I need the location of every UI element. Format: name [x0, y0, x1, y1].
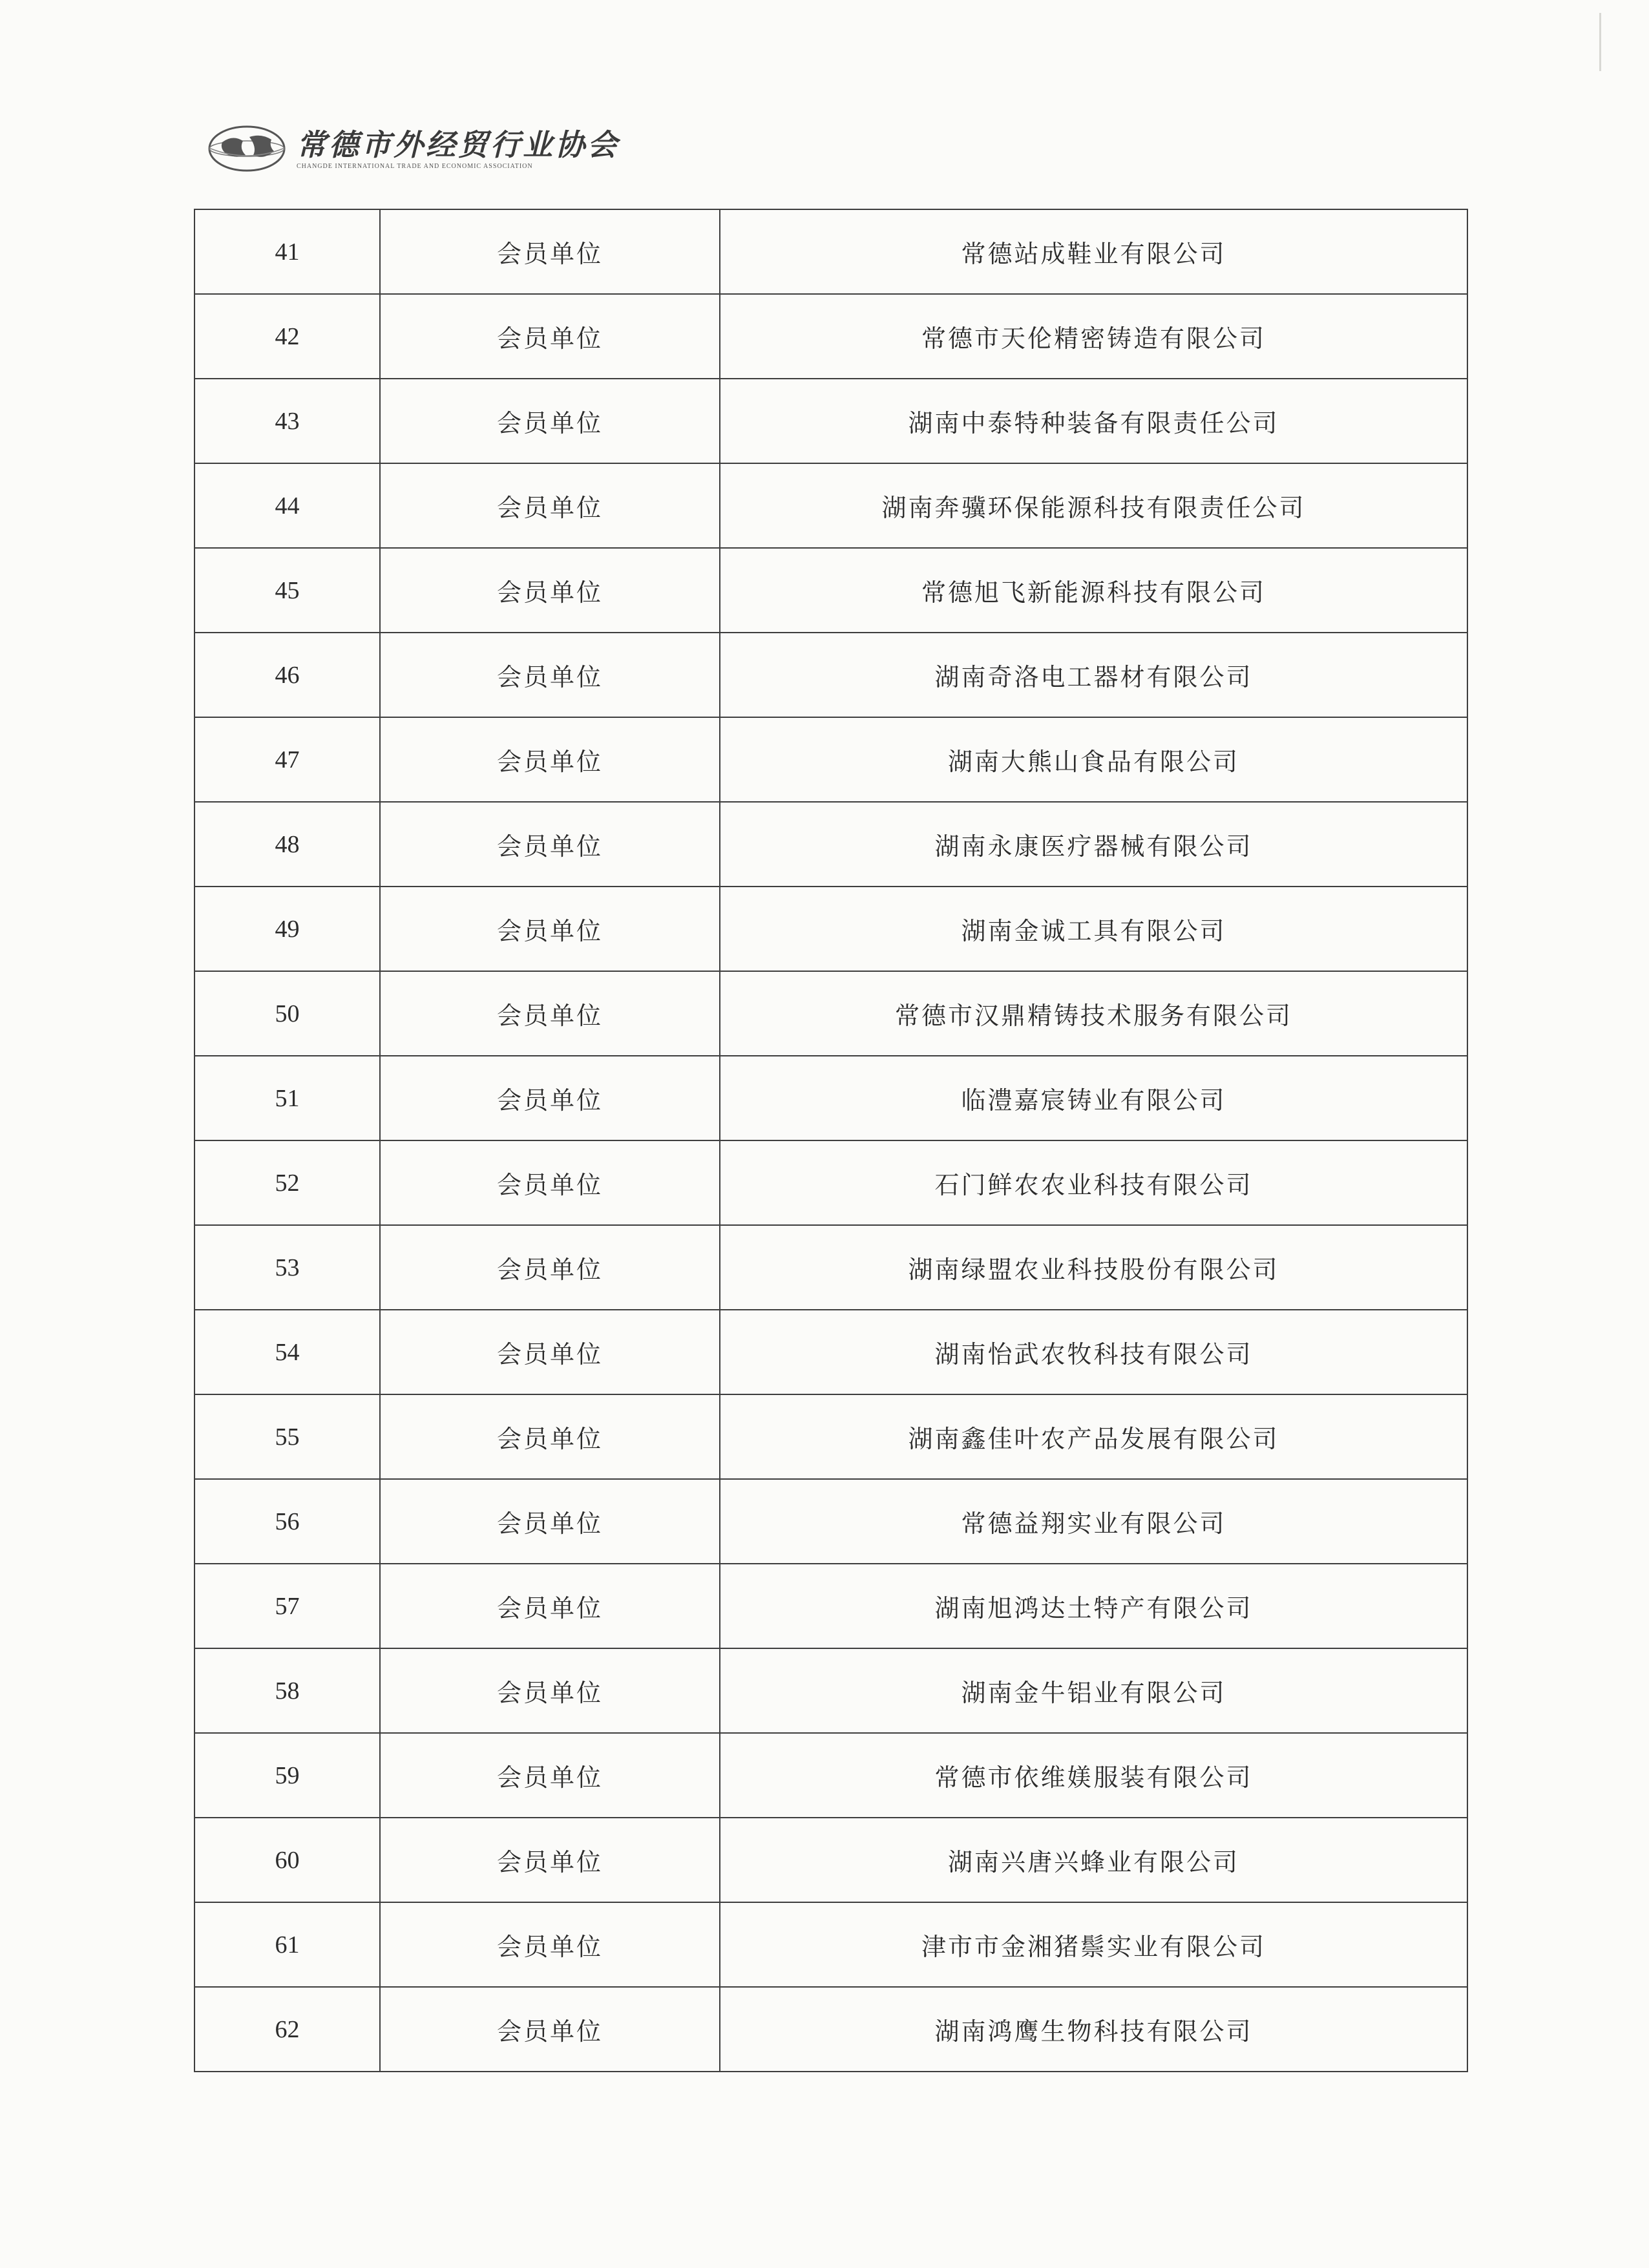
scan-edge-mark: [1599, 13, 1601, 71]
company-name: 临澧嘉宸铸业有限公司: [720, 1056, 1467, 1140]
table-row: [194, 1225, 1467, 1310]
row-number: 61: [194, 1902, 380, 1987]
row-number: 45: [194, 548, 380, 633]
table-row: [194, 717, 1467, 802]
row-number: 57: [194, 1564, 380, 1648]
member-type: 会员单位: [380, 971, 720, 1056]
member-type: 会员单位: [380, 1987, 720, 2072]
company-name: 湖南鸿鹰生物科技有限公司: [720, 1987, 1467, 2072]
row-number: 50: [194, 971, 380, 1056]
row-number: 49: [194, 887, 380, 971]
row-number: 44: [194, 463, 380, 548]
company-name: 常德益翔实业有限公司: [720, 1479, 1467, 1564]
globe-logo-icon: [207, 123, 288, 174]
company-name: 常德市天伦精密铸造有限公司: [720, 294, 1467, 379]
row-number: 60: [194, 1818, 380, 1902]
member-type: 会员单位: [380, 1902, 720, 1987]
company-name: 湖南金诚工具有限公司: [720, 887, 1467, 971]
table-row: [194, 1648, 1467, 1733]
member-type: 会员单位: [380, 887, 720, 971]
company-name: 湖南怡武农牧科技有限公司: [720, 1310, 1467, 1394]
member-type: 会员单位: [380, 1733, 720, 1818]
row-number: 41: [194, 209, 380, 294]
company-name: 湖南旭鸿达土特产有限公司: [720, 1564, 1467, 1648]
table-row: [194, 1564, 1467, 1648]
table-row: [194, 1140, 1467, 1225]
member-type: 会员单位: [380, 1056, 720, 1140]
table-row: [194, 1394, 1467, 1479]
row-number: 52: [194, 1140, 380, 1225]
row-number: 53: [194, 1225, 380, 1310]
member-type: 会员单位: [380, 1394, 720, 1479]
table-row: [194, 971, 1467, 1056]
row-number: 42: [194, 294, 380, 379]
company-name: 津市市金湘猪鬃实业有限公司: [720, 1902, 1467, 1987]
member-type: 会员单位: [380, 1564, 720, 1648]
member-type: 会员单位: [380, 294, 720, 379]
table-row: [194, 1818, 1467, 1902]
company-name: 常德站成鞋业有限公司: [720, 209, 1467, 294]
company-name: 湖南中泰特种装备有限责任公司: [720, 379, 1467, 463]
company-name: 常德市汉鼎精铸技术服务有限公司: [720, 971, 1467, 1056]
company-name: 湖南金牛铝业有限公司: [720, 1648, 1467, 1733]
company-name: 湖南奇洛电工器材有限公司: [720, 633, 1467, 717]
table-row: [194, 463, 1467, 548]
member-type: 会员单位: [380, 209, 720, 294]
company-name: 湖南绿盟农业科技股份有限公司: [720, 1225, 1467, 1310]
member-type: 会员单位: [380, 379, 720, 463]
table-row: [194, 1310, 1467, 1394]
row-number: 43: [194, 379, 380, 463]
table-row: [194, 209, 1467, 294]
table-row: [194, 802, 1467, 887]
table-row: [194, 1902, 1467, 1987]
table-row: [194, 1987, 1467, 2072]
member-type: 会员单位: [380, 1648, 720, 1733]
member-type: 会员单位: [380, 1140, 720, 1225]
member-type: 会员单位: [380, 1818, 720, 1902]
table-row: [194, 548, 1467, 633]
row-number: 62: [194, 1987, 380, 2072]
member-type: 会员单位: [380, 1225, 720, 1310]
member-table: [194, 209, 1468, 2072]
letterhead: [207, 123, 620, 174]
company-name: 湖南永康医疗器械有限公司: [720, 802, 1467, 887]
company-name: 湖南兴唐兴蜂业有限公司: [720, 1818, 1467, 1902]
row-number: 56: [194, 1479, 380, 1564]
row-number: 51: [194, 1056, 380, 1140]
table-row: [194, 633, 1467, 717]
member-type: 会员单位: [380, 717, 720, 802]
org-name: 常德市外经贸行业协会: [297, 127, 620, 162]
member-type: 会员单位: [380, 463, 720, 548]
table-row: [194, 379, 1467, 463]
row-number: 58: [194, 1648, 380, 1733]
org-name-english: CHANGDE INTERNATIONAL TRADE AND ECONOMIC ASSOCIATION: [297, 162, 533, 170]
table-row: [194, 294, 1467, 379]
company-name: 湖南大熊山食品有限公司: [720, 717, 1467, 802]
company-name: 常德市依维媄服装有限公司: [720, 1733, 1467, 1818]
member-type: 会员单位: [380, 548, 720, 633]
table-row: [194, 1056, 1467, 1140]
company-name: 石门鲜农农业科技有限公司: [720, 1140, 1467, 1225]
row-number: 59: [194, 1733, 380, 1818]
table-row: [194, 887, 1467, 971]
member-type: 会员单位: [380, 633, 720, 717]
member-type: 会员单位: [380, 1479, 720, 1564]
row-number: 46: [194, 633, 380, 717]
row-number: 54: [194, 1310, 380, 1394]
company-name: 湖南奔骥环保能源科技有限责任公司: [720, 463, 1467, 548]
table-row: [194, 1733, 1467, 1818]
company-name: 湖南鑫佳叶农产品发展有限公司: [720, 1394, 1467, 1479]
row-number: 47: [194, 717, 380, 802]
row-number: 55: [194, 1394, 380, 1479]
row-number: 48: [194, 802, 380, 887]
table-row: [194, 1479, 1467, 1564]
member-type: 会员单位: [380, 1310, 720, 1394]
member-type: 会员单位: [380, 802, 720, 887]
company-name: 常德旭飞新能源科技有限公司: [720, 548, 1467, 633]
